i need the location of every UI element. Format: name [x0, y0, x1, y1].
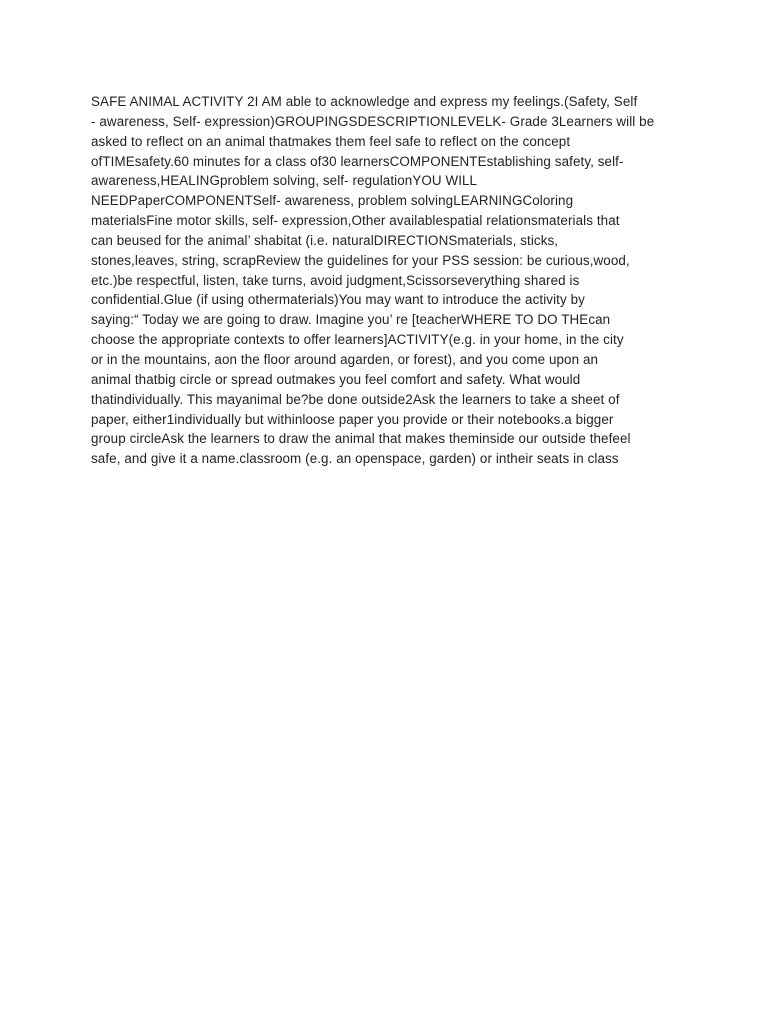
text-line: ofTIMEsafety.60 minutes for a class of30 learnersCOMPONENTEstablishing safety, self-: [91, 153, 624, 169]
text-line: can beused for the animal’ shabitat (i.e. naturalDIRECTIONSmaterials, sticks,: [91, 232, 559, 248]
text-line: group circleAsk the learners to draw the animal that makes theminside our outside thefeel: [91, 431, 631, 447]
text-line: NEEDPaperCOMPONENTSelf- awareness, problem solvingLEARNINGColoring: [91, 193, 574, 209]
text-line: materialsFine motor skills, self- expression,Other availablespatial relationsmaterials that: [91, 213, 620, 229]
document-body-text: [91, 92, 691, 469]
text-line: SAFE ANIMAL ACTIVITY 2I AM able to acknowledge and express my feelings.(Safety, Self: [91, 94, 638, 109]
text-line: paper, either1individually but withinloose paper you provide or their notebooks.a bigger: [91, 411, 614, 427]
text-line: confidential.Glue (if using othermaterials)You may want to introduce the activity by: [91, 292, 585, 308]
text-line: etc.)be respectful, listen, take turns, avoid judgment,Scissorseverything shared is: [91, 272, 580, 288]
text-line: asked to reflect on an animal thatmakes them feel safe to reflect on the concept: [91, 133, 571, 149]
text-line: safe, and give it a name.classroom (e.g. an openspace, garden) or intheir seats in class: [91, 451, 619, 467]
text-line: saying:“ Today we are going to draw. Imagine you’ re [teacherWHERE TO DO THEcan: [91, 312, 611, 328]
text-line: thatindividually. This mayanimal be?be done outside2Ask the learners to take a sheet of: [91, 391, 620, 407]
text-line: or in the mountains, aon the floor around agarden, or forest), and you come upon an: [91, 351, 599, 367]
text-line: choose the appropriate contexts to offer learners]ACTIVITY(e.g. in your home, in the city: [91, 332, 624, 348]
text-line: - awareness, Self- expression)GROUPINGSDESCRIPTIONLEVELK- Grade 3Learners will be: [91, 113, 655, 129]
text-line: stones,leaves, string, scrapReview the guidelines for your PSS session: be curious,wood,: [91, 252, 630, 268]
text-line: awareness,HEALINGproblem solving, self- regulationYOU WILL: [91, 173, 478, 189]
text-line: animal thatbig circle or spread outmakes you feel comfort and safety. What would: [91, 371, 581, 387]
